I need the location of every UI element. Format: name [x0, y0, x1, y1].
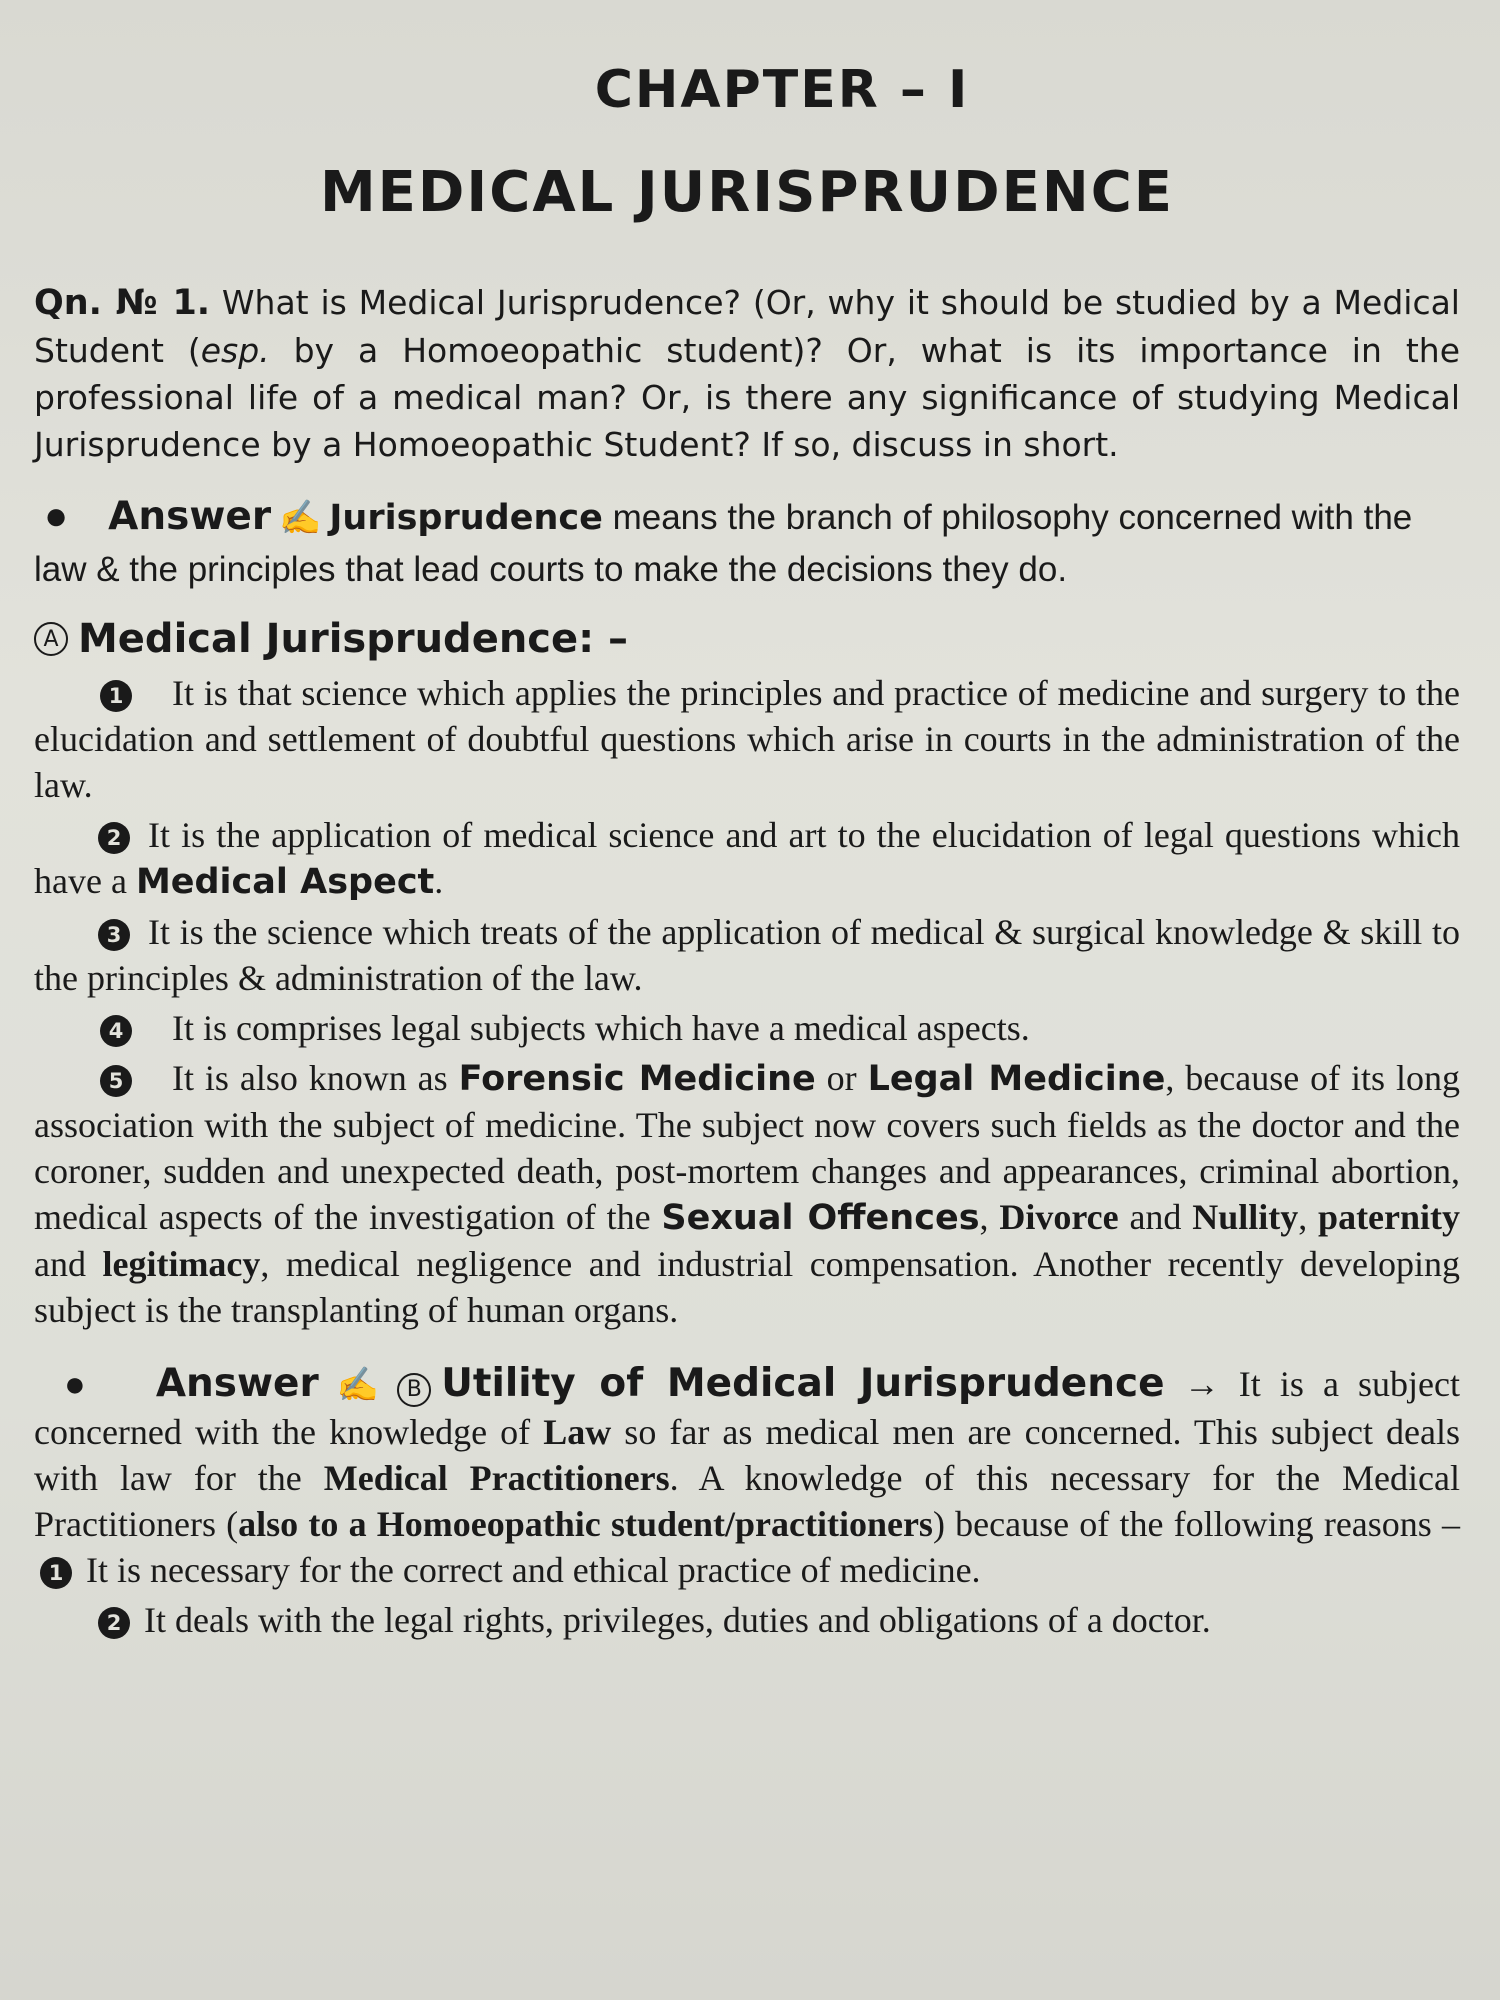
point-text: and — [1118, 1197, 1193, 1237]
number-badge-icon: 1 — [40, 1557, 72, 1589]
point-b2 — [34, 1597, 1460, 1643]
point-bold: Medical Aspect — [135, 862, 435, 902]
circled-letter-icon: A — [34, 622, 68, 656]
question-paragraph — [34, 279, 1460, 468]
answer-text: ) because of the following reasons – — [932, 1504, 1460, 1544]
point-text: and — [34, 1244, 103, 1284]
point-a2 — [34, 812, 1460, 905]
number-badge-icon: 2 — [98, 822, 130, 854]
point-bold: Sexual Offences — [661, 1198, 980, 1238]
answer-bold: Law — [543, 1412, 612, 1452]
answer-1 — [34, 490, 1460, 596]
bullet-icon: ● — [64, 1364, 96, 1404]
point-text: It is necessary for the correct and ethical practice of medicine. — [86, 1550, 981, 1590]
writing-hand-icon: ✍ — [326, 1367, 390, 1404]
answer-text: so far as medical men are concerned. This subject deals with law for the — [34, 1412, 1460, 1498]
point-after: . — [434, 861, 444, 901]
point-text: It is that science which applies the principles and practice of medicine and surgery to the elucidation and settlement of doubtful questions which arise in courts in the administration of the law. — [34, 673, 1460, 805]
answer-text: . A knowledge of this necessary for the Medical Practitioners ( — [34, 1458, 1460, 1544]
point-a4 — [34, 1005, 1460, 1051]
point-text: or — [815, 1058, 868, 1098]
answer-2 — [34, 1361, 1460, 1593]
number-badge-icon: 1 — [100, 680, 132, 712]
number-badge-icon: 2 — [98, 1607, 130, 1639]
point-text: It is the application of medical science and art to the elucidation of legal questions which have a — [34, 815, 1460, 901]
answer-bold: Medical Practitioners — [323, 1458, 670, 1498]
answer-text: It is a subject concerned with the knowledge of — [34, 1364, 1461, 1452]
section-a-title: Medical Jurisprudence: – — [78, 616, 629, 662]
circled-letter-icon: B — [397, 1373, 431, 1407]
number-badge-icon: 5 — [100, 1065, 132, 1097]
point-text: , because of its long association with the subject of medicine. The subject now covers such fields as the doctor and the coroner, sudden and unexpected death, post-mortem changes and appearances, criminal abortion, medical aspects of the investigation of the — [34, 1058, 1460, 1237]
question-text-b: by a Homoeopathic student)? Or, what is its importance in the professional life of a medical man? Or, is there any significance of studying Medical Jurisprudence by a Homoeopathic Student? If so, discuss in short. — [34, 331, 1460, 464]
point-text: , — [979, 1197, 1000, 1237]
section-a-heading — [34, 616, 1460, 662]
answer-term: Jurisprudence — [329, 498, 603, 538]
writing-hand-icon: ✍ — [279, 499, 322, 537]
point-text: It deals with the legal rights, privileges, duties and obligations of a doctor. — [144, 1600, 1211, 1640]
answer-text: means the branch of philosophy concerned with the law & the principles that lead courts to make the decisions they do. — [34, 498, 1413, 589]
point-text: It is also known as — [172, 1058, 459, 1098]
arrow-icon: → — [1183, 1364, 1220, 1404]
point-bold: legitimacy — [102, 1244, 261, 1284]
number-badge-icon: 4 — [100, 1015, 132, 1047]
point-a3 — [34, 909, 1460, 1001]
point-bold: paternity — [1318, 1197, 1461, 1237]
point-a5 — [34, 1055, 1460, 1333]
chapter-heading: CHAPTER – I — [594, 60, 970, 120]
point-bold: Legal Medicine — [867, 1059, 1166, 1099]
point-bold: Forensic Medicine — [458, 1059, 816, 1099]
point-text: It is comprises legal subjects which have a medical aspects. — [172, 1008, 1030, 1048]
answer-label: Answer — [155, 1361, 319, 1406]
point-text: , medical negligence and industrial compensation. Another recently developing subject is the transplanting of human organs. — [34, 1244, 1460, 1330]
answer-bold: also to a Homoeopathic student/practitioners — [238, 1504, 933, 1544]
chapter-title: MEDICAL JURISPRUDENCE — [319, 160, 1175, 225]
point-text: It is the science which treats of the application of medical & surgical knowledge & skill to the principles & administration of the law. — [34, 912, 1460, 998]
bullet-icon: ● — [44, 494, 69, 538]
question-label: Qn. № 1. — [34, 283, 211, 323]
answer-label: Answer — [108, 494, 272, 539]
number-badge-icon: 3 — [98, 919, 130, 951]
point-a1 — [34, 670, 1460, 808]
section-b-title: Utility of Medical Jurisprudence — [441, 1361, 1165, 1406]
point-text: , — [1298, 1197, 1319, 1237]
question-text-a: What is Medical Jurisprudence? (Or, why it should be studied by a Medical Student ( — [34, 283, 1460, 370]
point-bold: Divorce — [999, 1197, 1119, 1237]
question-esp: esp. — [200, 331, 270, 370]
point-bold: Nullity — [1192, 1197, 1299, 1237]
